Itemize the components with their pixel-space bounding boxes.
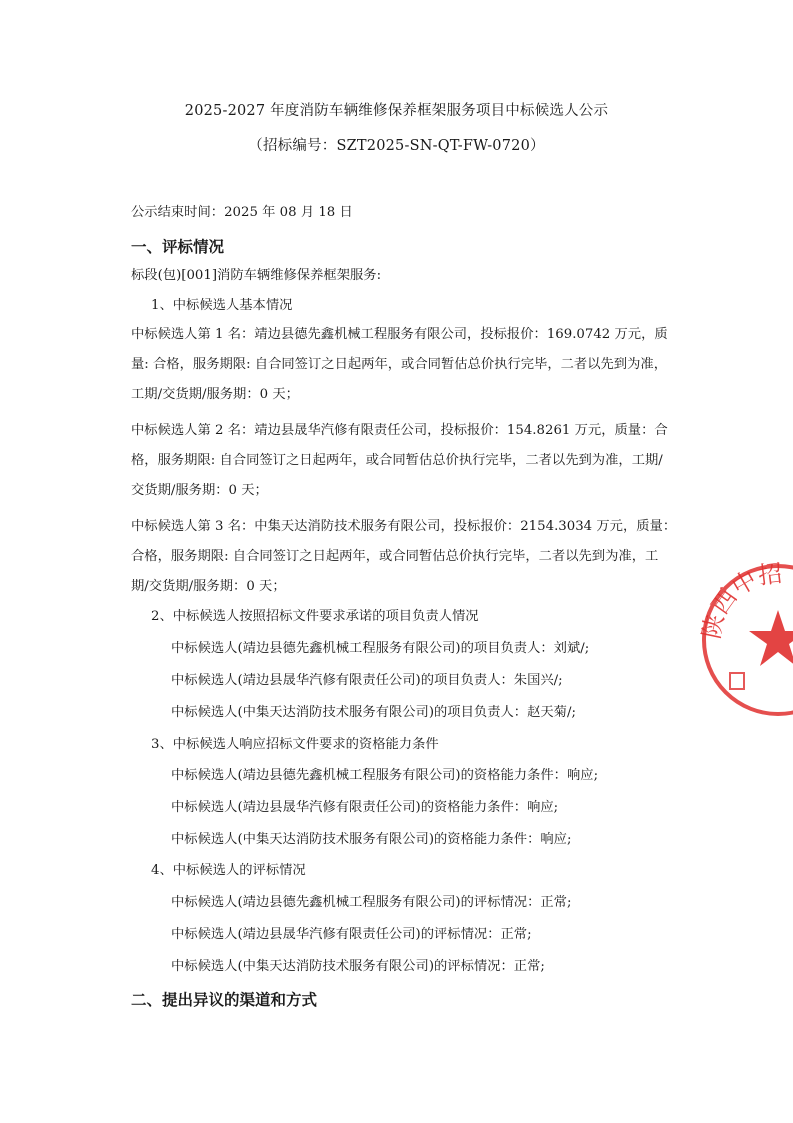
eval-line: 中标候选人(中集天达消防技术服务有限公司)的评标情况：正常; bbox=[171, 959, 545, 974]
eval-line: 中标候选人(靖边县晟华汽修有限责任公司)的评标情况：正常; bbox=[171, 927, 532, 942]
seal-star-icon bbox=[749, 610, 793, 666]
candidate-1-line: 量: 合格，服务期限: 自合同签订之日起两年，或合同暂估总价执行完毕，二者以先到为准， bbox=[131, 357, 667, 372]
pm-line: 中标候选人(中集天达消防技术服务有限公司)的项目负责人：赵天菊/; bbox=[171, 705, 576, 720]
lot-label: 标段(包)[001]消防车辆维修保养框架服务: bbox=[131, 268, 382, 283]
candidate-3-line: 合格，服务期限: 自合同签订之日起两年，或合同暂估总价执行完毕，二者以先到为准，工 bbox=[131, 549, 659, 564]
qual-line: 中标候选人(靖边县晟华汽修有限责任公司)的资格能力条件：响应; bbox=[171, 800, 559, 815]
candidate-1-line: 中标候选人第 1 名：靖边县德先鑫机械工程服务有限公司，投标报价：169.0742 万元，质 bbox=[131, 327, 668, 342]
section-heading-1: 一、评标情况 bbox=[131, 238, 225, 256]
candidate-1-paragraph bbox=[131, 320, 691, 410]
end-time: 公示结束时间：2025 年 08 月 18 日 bbox=[131, 205, 353, 220]
subsection-3: 3、中标候选人响应招标文件要求的资格能力条件 bbox=[151, 737, 439, 752]
pm-line: 中标候选人(靖边县晟华汽修有限责任公司)的项目负责人：朱国兴/; bbox=[171, 673, 563, 688]
section-heading-2: 二、提出异议的渠道和方式 bbox=[131, 991, 318, 1009]
seal-text: 陕西中招 bbox=[697, 559, 784, 642]
official-seal-stamp bbox=[690, 548, 793, 708]
subsection-1: 1、中标候选人基本情况 bbox=[151, 298, 293, 313]
candidate-3-paragraph bbox=[131, 512, 691, 602]
subsection-4: 4、中标候选人的评标情况 bbox=[151, 863, 306, 878]
candidate-3-line: 期/交货期/服务期：0 天； bbox=[131, 579, 286, 594]
candidate-1-line: 工期/交货期/服务期：0 天； bbox=[131, 387, 299, 402]
doc-subtitle: （招标编号：SZT2025-SN-QT-FW-0720） bbox=[248, 138, 545, 154]
candidate-2-line: 交货期/服务期：0 天； bbox=[131, 483, 268, 498]
doc-title: 2025-2027 年度消防车辆维修保养框架服务项目中标候选人公示 bbox=[184, 103, 609, 119]
pm-line: 中标候选人(靖边县德先鑫机械工程服务有限公司)的项目负责人：刘斌/; bbox=[171, 641, 590, 656]
eval-line: 中标候选人(靖边县德先鑫机械工程服务有限公司)的评标情况：正常; bbox=[171, 895, 572, 910]
candidate-2-paragraph bbox=[131, 416, 691, 506]
candidate-2-line: 格，服务期限: 自合同签订之日起两年，或合同暂估总价执行完毕，二者以先到为准，工期/ bbox=[131, 453, 663, 468]
qual-line: 中标候选人(靖边县德先鑫机械工程服务有限公司)的资格能力条件：响应; bbox=[171, 768, 599, 783]
candidate-3-line: 中标候选人第 3 名：中集天达消防技术服务有限公司，投标报价：2154.3034 万元，质量： bbox=[131, 519, 677, 534]
candidate-2-line: 中标候选人第 2 名：靖边县晟华汽修有限责任公司，投标报价：154.8261 万元，质量：合 bbox=[131, 423, 668, 438]
qual-line: 中标候选人(中集天达消防技术服务有限公司)的资格能力条件：响应; bbox=[171, 832, 572, 847]
subsection-2: 2、中标候选人按照招标文件要求承诺的项目负责人情况 bbox=[151, 609, 479, 624]
